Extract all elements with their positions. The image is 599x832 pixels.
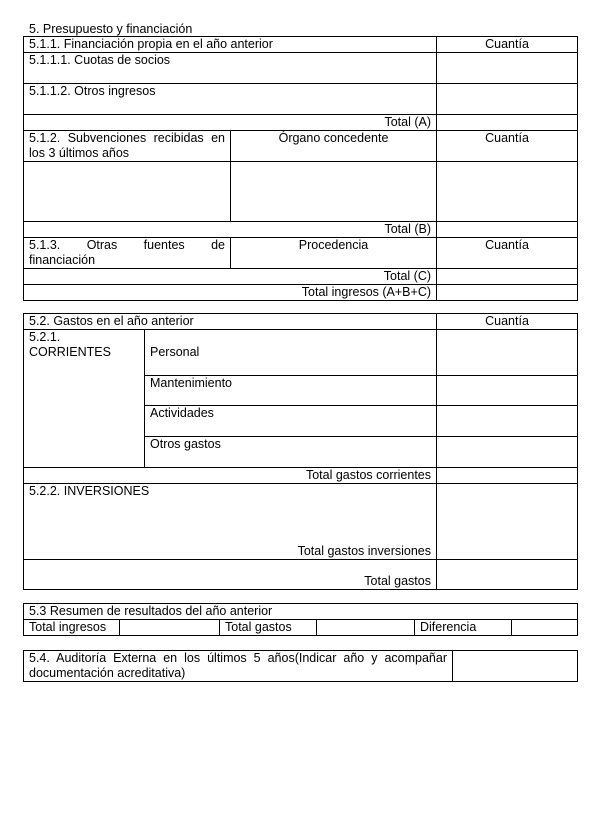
total-ingresos-label: Total ingresos (A+B+C) [24,285,437,301]
otras-fuentes-label [24,238,231,269]
total-b-label: Total (B) [24,222,437,238]
corrientes-label [24,330,145,468]
otros-ingresos-label: 5.1.1.2. Otros ingresos [24,84,437,115]
actividades-label: Actividades [145,406,437,437]
cuotas-socios-amount-field[interactable] [437,53,578,84]
resumen-total-ingresos-field[interactable] [120,620,220,636]
inversiones-cell [24,484,437,560]
gastos-header-amount: Cuantía [437,314,578,330]
financiacion-header-amount: Cuantía [437,37,578,53]
auditoria-label [24,651,453,682]
financiacion-table [23,36,578,301]
total-a-field[interactable] [437,115,578,131]
resumen-total-ingresos-label: Total ingresos [24,620,120,636]
otros-gastos-label: Otros gastos [145,437,437,468]
personal-label: Personal [145,330,437,376]
total-inversiones-label: Total gastos inversiones [297,544,431,558]
mantenimiento-amount-field[interactable] [437,376,578,406]
total-c-field[interactable] [437,269,578,285]
auditoria-label-line1: 5.4. Auditoría Externa en los últimos 5 años(Indicar año y acompañar [29,651,447,665]
resumen-table [23,603,578,636]
inversiones-label: 5.2.2. INVERSIONES [29,484,150,498]
subvenciones-label-line2: los 3 últimos años [29,146,130,160]
total-inversiones-field[interactable] [437,484,578,560]
resumen-title: 5.3 Resumen de resultados del año anterior [24,604,578,620]
subvenciones-amount-header: Cuantía [437,131,578,162]
gastos-header-label: 5.2. Gastos en el año anterior [24,314,437,330]
resumen-total-gastos-field[interactable] [317,620,415,636]
organo-concedente-field[interactable] [231,162,437,222]
otros-gastos-amount-field[interactable] [437,437,578,468]
total-c-label: Total (C) [24,269,437,285]
subvenciones-detail-field[interactable] [24,162,231,222]
cuotas-socios-label: 5.1.1.1. Cuotas de socios [24,53,437,84]
organo-concedente-header: Órgano concedente [231,131,437,162]
auditoria-label-line2: documentación acreditativa) [29,666,186,680]
subvenciones-label [24,131,231,162]
total-ingresos-field[interactable] [437,285,578,301]
section-title: 5. Presupuesto y financiación [29,22,193,36]
total-gastos-field[interactable] [437,560,578,590]
auditoria-table [23,650,578,682]
otras-fuentes-label-line2: financiación [29,253,96,267]
total-a-label: Total (A) [24,115,437,131]
personal-amount-field[interactable] [437,330,578,376]
total-corrientes-field[interactable] [437,468,578,484]
mantenimiento-label: Mantenimiento [145,376,437,406]
resumen-diferencia-field[interactable] [512,620,578,636]
total-b-field[interactable] [437,222,578,238]
resumen-diferencia-label: Diferencia [415,620,512,636]
subvenciones-label-line1: 5.1.2. Subvenciones recibidas en [29,131,225,145]
corrientes-label-line2: CORRIENTES [29,345,111,359]
procedencia-header: Procedencia [231,238,437,269]
financiacion-header-label: 5.1.1. Financiación propia en el año anterior [24,37,437,53]
otros-ingresos-amount-field[interactable] [437,84,578,115]
corrientes-label-line1: 5.2.1. [29,330,61,344]
auditoria-field[interactable] [453,651,578,682]
total-gastos-label: Total gastos [24,560,437,590]
otras-fuentes-label-line1: 5.1.3. Otras fuentes de [29,238,225,252]
resumen-total-gastos-label: Total gastos [220,620,317,636]
gastos-table [23,313,578,590]
otras-fuentes-amount-header: Cuantía [437,238,578,269]
subvenciones-amount-field[interactable] [437,162,578,222]
total-corrientes-label: Total gastos corrientes [24,468,437,484]
actividades-amount-field[interactable] [437,406,578,437]
